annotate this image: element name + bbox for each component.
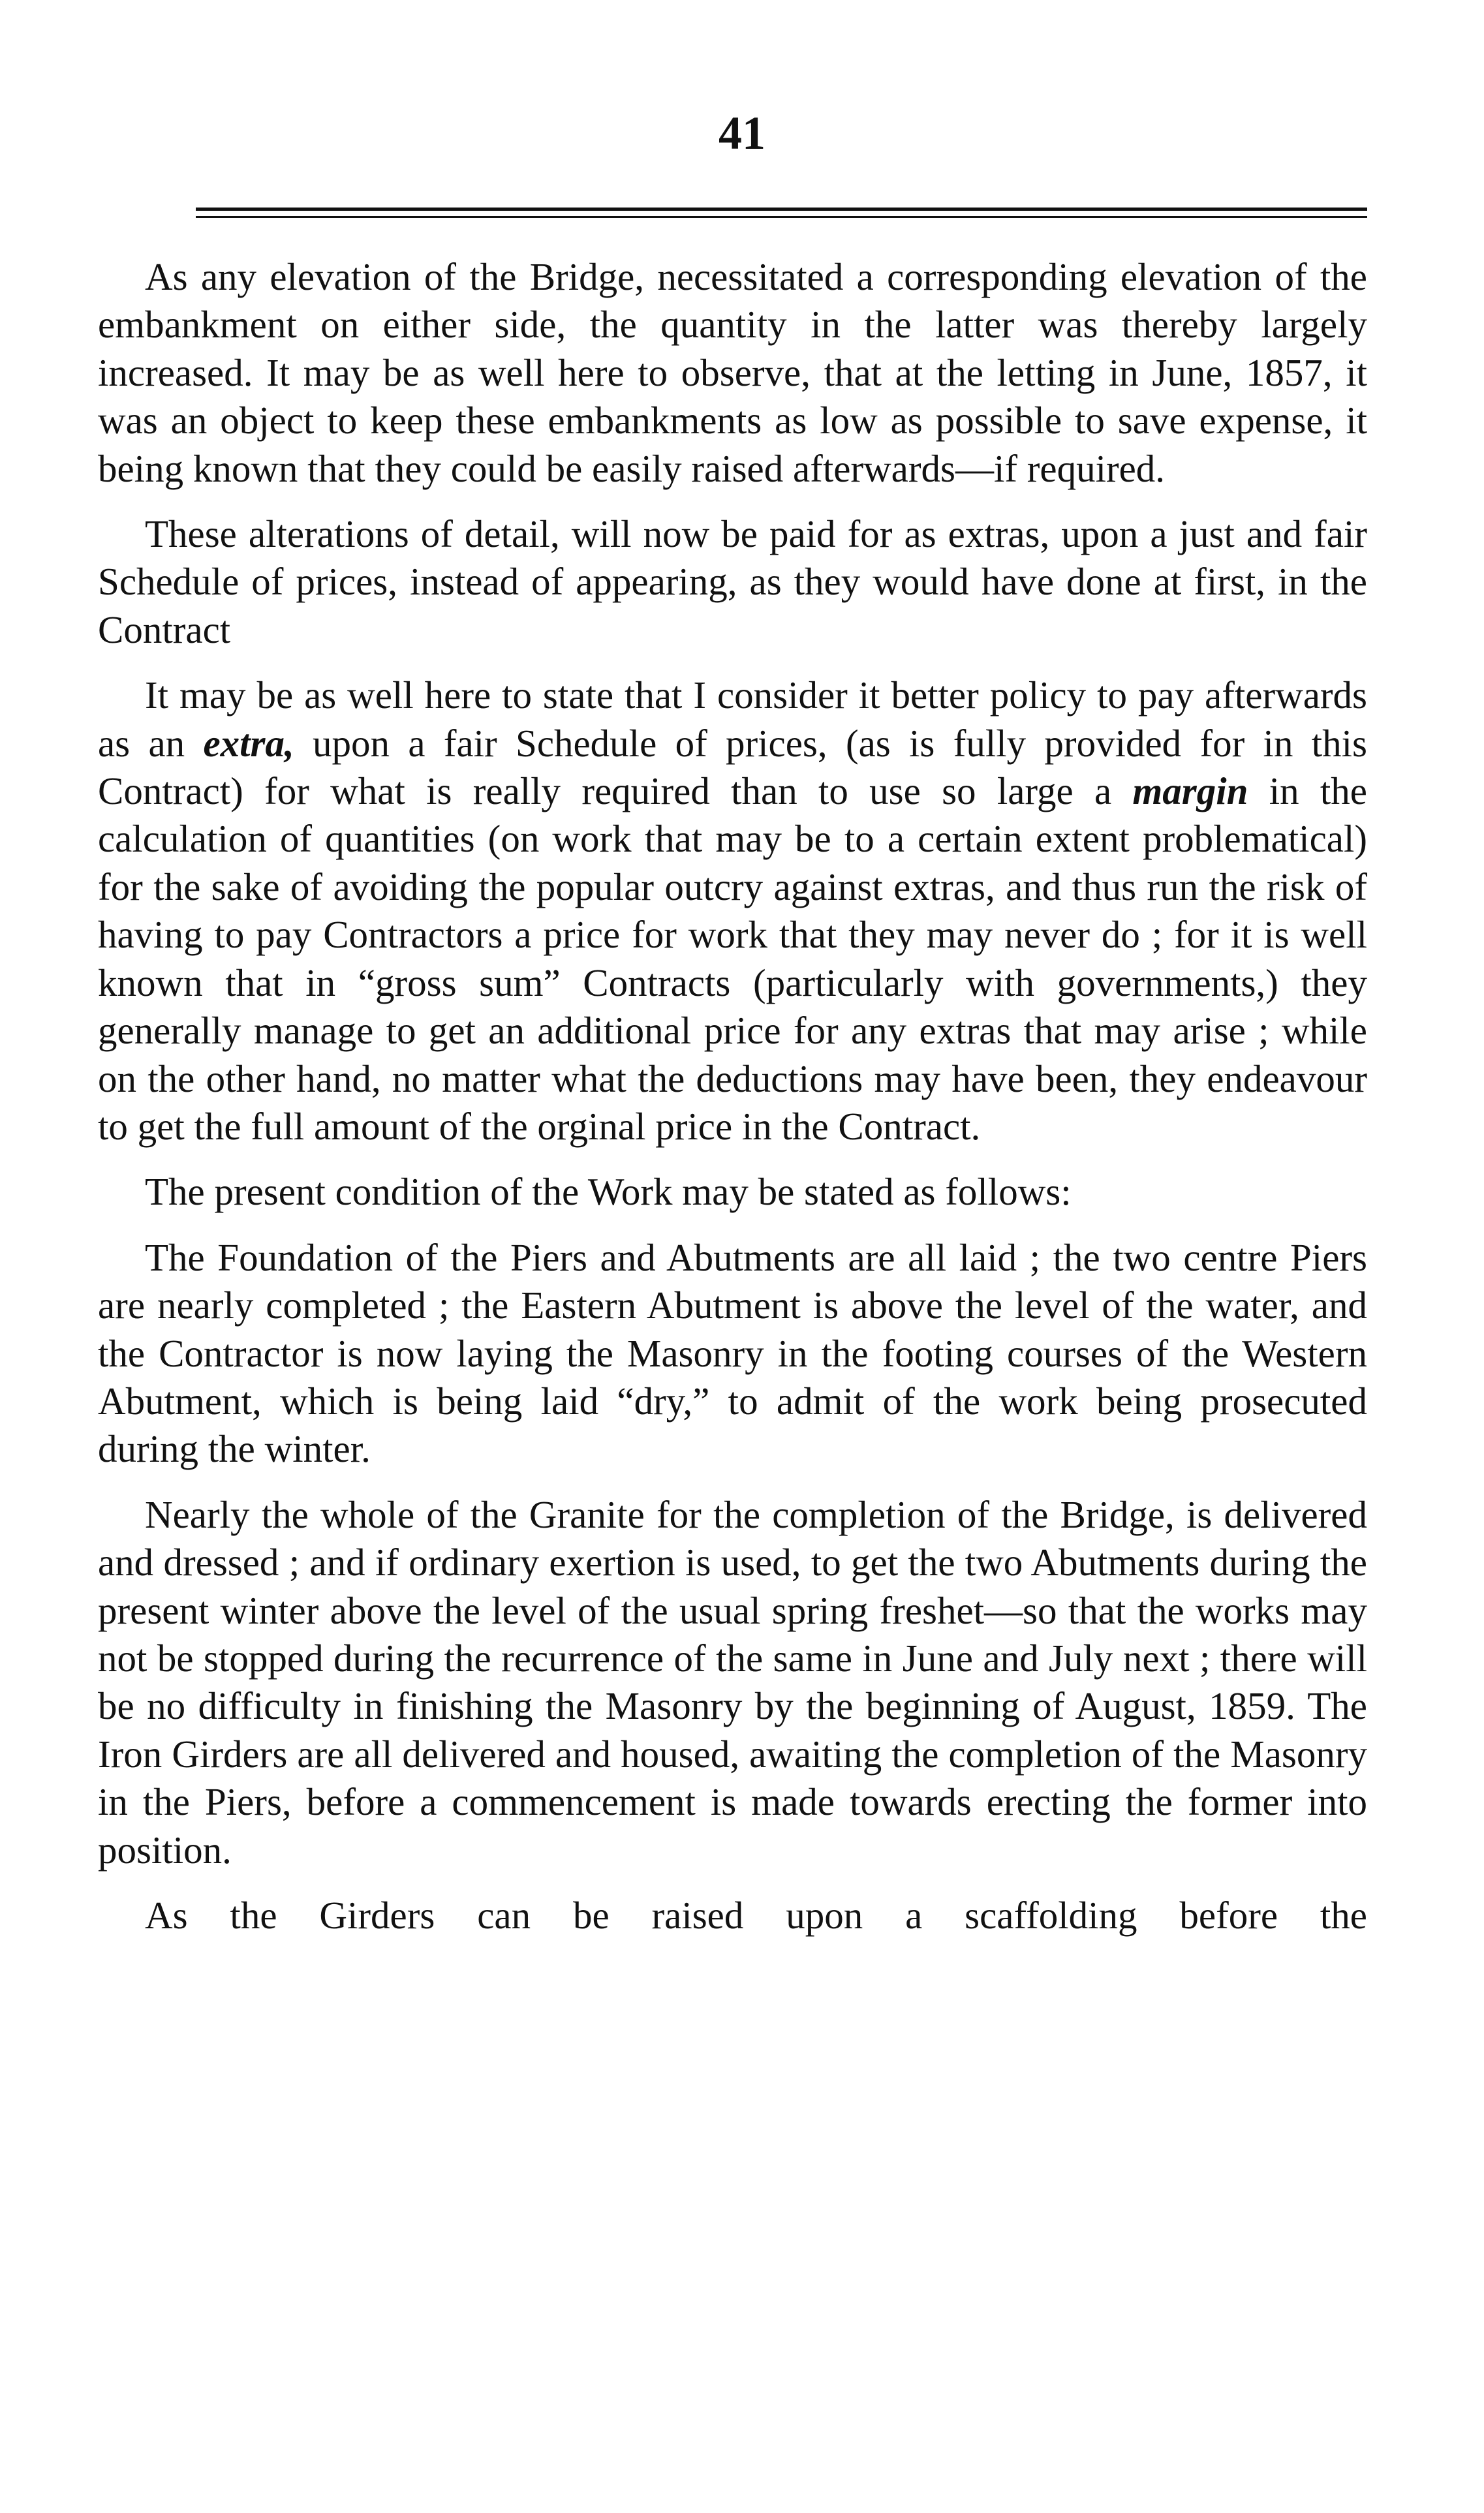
- paragraph-alterations: [98, 510, 1367, 654]
- text-segment: These alterations of detail, will now be paid for as extras, upon a just and fair Schedule of prices, instead of appearing, as they would have done at first, in the Contract: [98, 512, 1367, 651]
- paragraph-embankment: [98, 253, 1367, 493]
- page-number: 41: [719, 107, 765, 159]
- text-segment: in the calculation of quantities (on work that may be to a certain extent problematical) for the sake of avoiding the popular outcry against extras, and thus run the risk of having to pay Contractors a price for work that they may never do ; for it is well known that in “gross sum” Contracts (particularly with governments,) they generally manage to get an additional price for any extras that may arise ; while on the other hand, no matter what the deductions may have been, they endeavour to get the full amount of the orginal price in the Contract.: [98, 769, 1367, 1148]
- paragraph-policy: [98, 671, 1367, 1150]
- text-segment: As the Girders can be raised upon a scaffolding before the: [145, 1894, 1367, 1937]
- paragraph-condition-intro: [98, 1168, 1367, 1216]
- text-segment: It may be as well here to state that I consider it better policy to pay afterwards as an: [98, 673, 1367, 765]
- text-segment: As any elevation of the Bridge, necessitated a corresponding elevation of the embankment on either side, the quantity in the latter was thereby largely increased. It may be as well here to observe, that at the letting in June, 1857, it was an object to keep these embankments as low as possible to save expense, it being known that they could be easily raised afterwards—if required.: [98, 255, 1367, 490]
- body-text: [98, 253, 1367, 1939]
- paragraph-foundation: [98, 1234, 1367, 1473]
- emphasis-extra: extra,: [203, 721, 294, 765]
- text-segment: The present condition of the Work may be stated as follows:: [145, 1170, 1072, 1214]
- text-segment: The Foundation of the Piers and Abutments are all laid ; the two centre Piers are nearly completed ; the Eastern Abutment is above the level of the water, and the Contractor is now laying the Masonry in the footing courses of the Western Abutment, which is being laid “dry,” to admit of the work being prosecuted during the winter.: [98, 1235, 1367, 1471]
- header-rule: [196, 208, 1367, 218]
- paragraph-girders: [98, 1892, 1367, 1939]
- text-segment: upon a fair Schedule of prices, (as is fully provided for in this Contract) for what is really required than to use so large a: [98, 721, 1367, 813]
- paragraph-granite: [98, 1491, 1367, 1874]
- text-segment: Nearly the whole of the Granite for the completion of the Bridge, is delivered and dressed ; and if ordinary exertion is used, to get the two Abutments during the present winter above the level of the usual spring freshet—so that the works may not be stopped during the recurrence of the same in June and July next ; there will be no difficulty in finishing the Masonry by the beginning of August, 1859. The Iron Girders are all delivered and housed, awaiting the completion of the Masonry in the Piers, before a commencement is made towards erecting the former into position.: [98, 1492, 1367, 1872]
- emphasis-margin: margin: [1132, 769, 1248, 813]
